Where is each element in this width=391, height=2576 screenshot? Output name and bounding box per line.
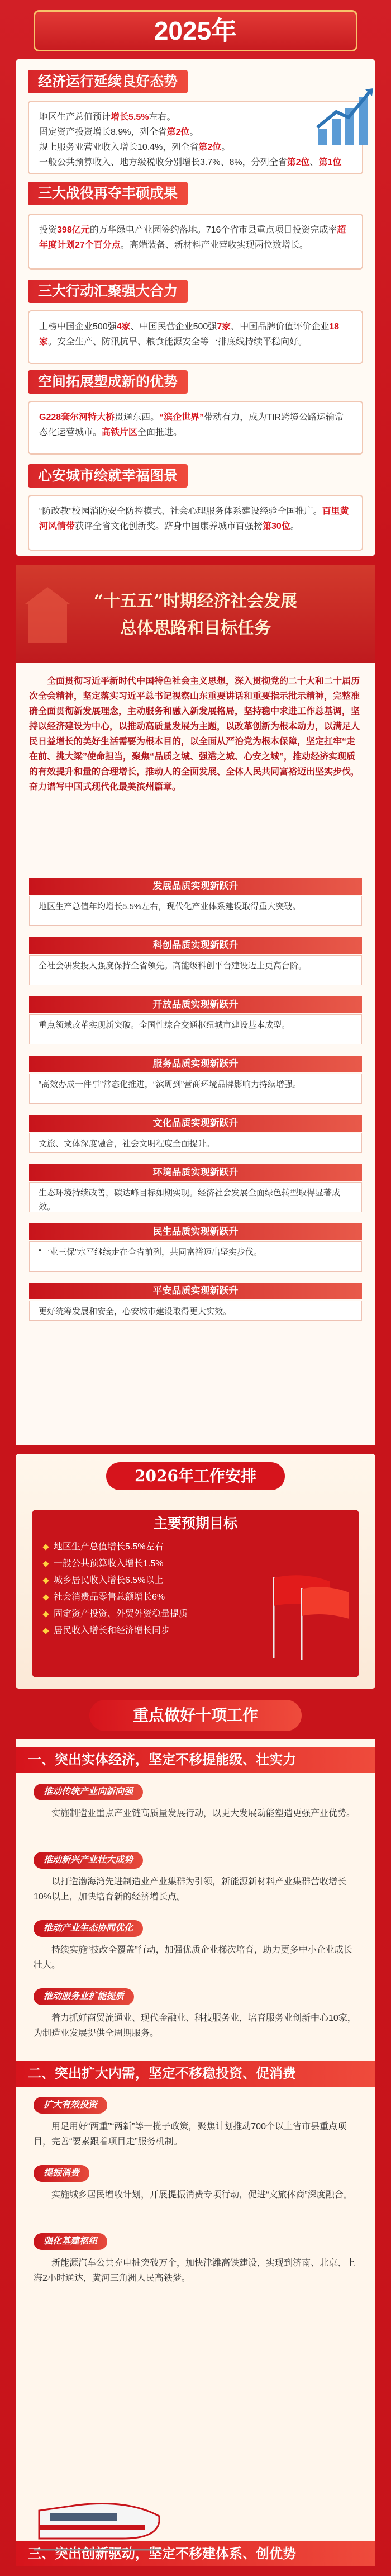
highlight-text: 4家 bbox=[116, 322, 131, 332]
plan-intro: 全面贯彻习近平新时代中国特色社会主义思想，深入贯彻党的二十大和二十届历次全会精神，坚定落实习近平总书记视察山东重要讲话和重要指示批示精神，完整准确全面贯彻新发展理念，主动服务和融入新发展格局，坚持稳中求进工作总基调，坚持以经济建设为中心，以推动高质量发展为主题，以改革创新为根本动力，以满足人民日益增长的美好生活需要为根本目的，以全面从严治党为根本保障，坚定扛牢“走在前、挑大梁”使命担当，聚焦“品质之城、强港之城、心安之城”，推动经济实现质的有效提升和量的合理增长，推动人的全面发展、全体人民共同富裕迈出坚实步伐，奋力谱写中国式现代化最美滨州篇章。 bbox=[29, 677, 360, 792]
goal-text: 全社会研发投入强度保持全省领先。高能级科创平台建设迈上更高台阶。 bbox=[29, 955, 362, 985]
section-2025-title: 空间拓展塑成新的优势 bbox=[28, 370, 188, 394]
flags-icon bbox=[257, 1566, 352, 1661]
body-text: 固定资产投资增长8.9%，列全省 bbox=[39, 127, 167, 137]
task-subtitle: 推动服务业扩能提质 bbox=[34, 1988, 134, 2005]
body-text: 规上服务业营业收入增长10.4%，列全省 bbox=[39, 143, 199, 152]
goal-text: 地区生产总值年均增长5.5%左右，现代化产业体系建设取得重大突破。 bbox=[29, 896, 362, 926]
highlight-text: G228套尔河特大桥 bbox=[39, 413, 115, 422]
highlight-text: 百里黄河风情带 bbox=[39, 507, 349, 531]
task1-title: 一、突出实体经济，坚定不移提能级、壮实力 bbox=[16, 1747, 375, 1773]
goal-title: 环境品质实现新跃升 bbox=[29, 1164, 362, 1181]
task-subtitle: 推动传统产业向新向强 bbox=[34, 1784, 143, 1800]
body-text: 全面推进。 bbox=[137, 428, 183, 437]
task-text: 以打造渤海湾先进制造业产业集群为引领，新能源新材料产业集群营收增长10%以上，加快培育新的经济增长点。 bbox=[34, 1877, 347, 1902]
goal-text: 更好统筹发展和安全，心安城市建设取得更大实效。 bbox=[29, 1301, 362, 1321]
task-text: 持续实施“技改全覆盖”行动，加强优质企业梯次培育，助力更多中小企业成长壮大。 bbox=[34, 1945, 352, 1970]
body-text: 。 bbox=[221, 143, 231, 152]
targets-title: 主要预期目标 bbox=[153, 1516, 237, 1532]
high-speed-train-icon bbox=[34, 2483, 162, 2561]
target-item: 社会消费品零售总额增长6% bbox=[44, 1589, 256, 1606]
goal-title: 平安品质实现新跃升 bbox=[29, 1283, 362, 1299]
highlight-text: 18家 bbox=[39, 322, 340, 347]
year-banner: 2025年 bbox=[34, 10, 357, 51]
body-text: 。 bbox=[189, 127, 199, 137]
task-text: 新能源汽车公共充电桩突破万个，加快津潍高铁建设，实现到济南、北京、上海2小时通达，黄河三角洲人民高铁梦。 bbox=[34, 2258, 356, 2283]
highlight-text: 第2位 bbox=[166, 127, 190, 137]
body-text: “防改教”校园消防安全防控模式、社会心理服务体系建设经验全国推广。 bbox=[39, 507, 322, 516]
body-text: 贯通东西。 bbox=[115, 413, 160, 422]
task-subtitle: 推动新兴产业壮大成势 bbox=[34, 1852, 143, 1869]
section-2025-body bbox=[28, 214, 363, 270]
body-text: 。 bbox=[290, 522, 299, 531]
target-item: 固定资产投资、外贸外资稳量提质 bbox=[44, 1606, 256, 1623]
goal-title: 民生品质实现新跃升 bbox=[29, 1223, 362, 1240]
goal-title: 科创品质实现新跃升 bbox=[29, 937, 362, 954]
task-subtitle: 扩大有效投资 bbox=[34, 2097, 107, 2114]
body-text: 、 bbox=[309, 158, 319, 167]
highlight-text: 398亿元 bbox=[57, 225, 90, 235]
plan-title-line2: 总体思路和目标任务 bbox=[120, 618, 271, 638]
section-2025-body bbox=[28, 310, 363, 364]
task-subtitle: 推动产业生态协同优化 bbox=[34, 1920, 143, 1937]
body-text: 左右。 bbox=[149, 112, 176, 122]
growth-chart-icon bbox=[314, 84, 376, 151]
goal-title: 开放品质实现新跃升 bbox=[29, 996, 362, 1013]
work2026-title: 2026年工作安排 bbox=[106, 1462, 285, 1490]
task-text: 着力抓好商贸流通业、现代金融业、科技服务业，培育服务业创新中心10家，为制造业发展提供全周期服务。 bbox=[34, 2013, 356, 2038]
goal-text: “一业三保”水平继续走在全省前列，共同富裕迈出坚实步伐。 bbox=[29, 1241, 362, 1272]
goal-title: 服务品质实现新跃升 bbox=[29, 1056, 362, 1072]
highlight-text: 增长5.5% bbox=[111, 112, 149, 122]
body-text: 。安全生产、防汛抗旱、粮食能源安全等一排底线持续平稳向好。 bbox=[48, 337, 308, 347]
task-text: 用足用好“两重”“两新”等一揽子政策，聚焦计划推动700个以上省市县重点项目，完善“要素跟着项目走”服务机制。 bbox=[34, 2122, 347, 2147]
highlight-text: 第2位 bbox=[287, 158, 310, 167]
body-text: 获评全省文化创新奖。跻身中国康养城市百强榜 bbox=[75, 522, 263, 531]
target-item: 城乡居民收入增长6.5%以上 bbox=[44, 1572, 256, 1589]
section-2025-title: 三大战役再夺丰硕成果 bbox=[28, 182, 188, 205]
highlight-text: 第30位 bbox=[263, 522, 290, 531]
body-text: 、中国民营企业500强 bbox=[130, 322, 217, 332]
highlight-text: 第2位 bbox=[198, 143, 222, 152]
section-2025-body bbox=[28, 495, 363, 551]
goal-text: 文旅、文体深度融合，社会文明程度全面提升。 bbox=[29, 1133, 362, 1153]
task-subtitle: 提振消费 bbox=[34, 2165, 89, 2182]
highlight-text: 超年度计划27个百分点 bbox=[39, 225, 346, 250]
target-item: 一般公共预算收入增长1.5% bbox=[44, 1556, 256, 1572]
goal-title: 发展品质实现新跃升 bbox=[29, 878, 362, 895]
body-text: 地区生产总值预计 bbox=[39, 112, 111, 122]
task-subtitle: 强化基建枢纽 bbox=[34, 2233, 107, 2250]
section-2025-title: 三大行动汇聚强大合力 bbox=[28, 280, 188, 303]
target-item: 地区生产总值增长5.5%左右 bbox=[44, 1539, 256, 1556]
highlight-text: 7家 bbox=[217, 322, 231, 332]
section-2025-title: 经济运行延续良好态势 bbox=[28, 70, 188, 93]
ten-tasks-title: 重点做好十项工作 bbox=[89, 1700, 302, 1731]
section-2025-body bbox=[28, 101, 363, 174]
task-text: 实施制造业重点产业链高质量发展行动，以更大发展动能塑造更强产业优势。 bbox=[51, 1809, 356, 1818]
goal-title: 文化品质实现新跃升 bbox=[29, 1115, 362, 1132]
targets-list bbox=[44, 1539, 256, 1639]
task2-title: 二、突出扩大内需，坚定不移稳投资、促消费 bbox=[16, 2061, 375, 2087]
highlight-text: 第1位 bbox=[318, 158, 342, 167]
highlight-text: “滨企世界” bbox=[159, 413, 204, 422]
body-text: 。高端装备、新材料产业营收实现两位数增长。 bbox=[120, 240, 308, 250]
bottom-strip bbox=[0, 2566, 391, 2576]
goal-text: 生态环境持续改善，碳达峰目标如期实现。经济社会发展全面绿色转型取得显著成效。 bbox=[29, 1182, 362, 1212]
body-text: 的万华绿电产业园签约落地。716个省市县重点项目投资完成率 bbox=[89, 225, 337, 235]
body-text: 、中国品牌价值评价企业 bbox=[231, 322, 330, 332]
goal-text: “高效办成一件事”常态化推进，“滨周到”营商环境品牌影响力持续增强。 bbox=[29, 1074, 362, 1104]
body-text: 带动有力，成为TIR跨境公路运输常态化运营城市。 bbox=[39, 413, 344, 437]
body-text: 上榜中国企业500强 bbox=[39, 322, 117, 332]
task3-title: 三、突出创新驱动，坚定不移建体系、创优势 bbox=[16, 2541, 375, 2567]
highlight-text: 高铁片区 bbox=[102, 428, 138, 437]
goal-text: 重点领域改革实现新突破。全国性综合交通枢纽城市建设基本成型。 bbox=[29, 1014, 362, 1044]
target-item: 居民收入增长和经济增长同步 bbox=[44, 1623, 256, 1639]
section-2025-body bbox=[28, 401, 363, 455]
plan-title-line1: “十五五”时期经济社会发展 bbox=[93, 592, 298, 611]
body-text: 一般公共预算收入、地方级税收分别增长3.7%、8%，分列全省 bbox=[39, 158, 287, 167]
section-2025-title: 心安城市绘就幸福图景 bbox=[28, 464, 188, 488]
body-text: 投资 bbox=[39, 225, 58, 235]
task-text: 实施城乡居民增收计划，开展提振消费专项行动，促进“文旅体商”深度融合。 bbox=[51, 2190, 352, 2200]
